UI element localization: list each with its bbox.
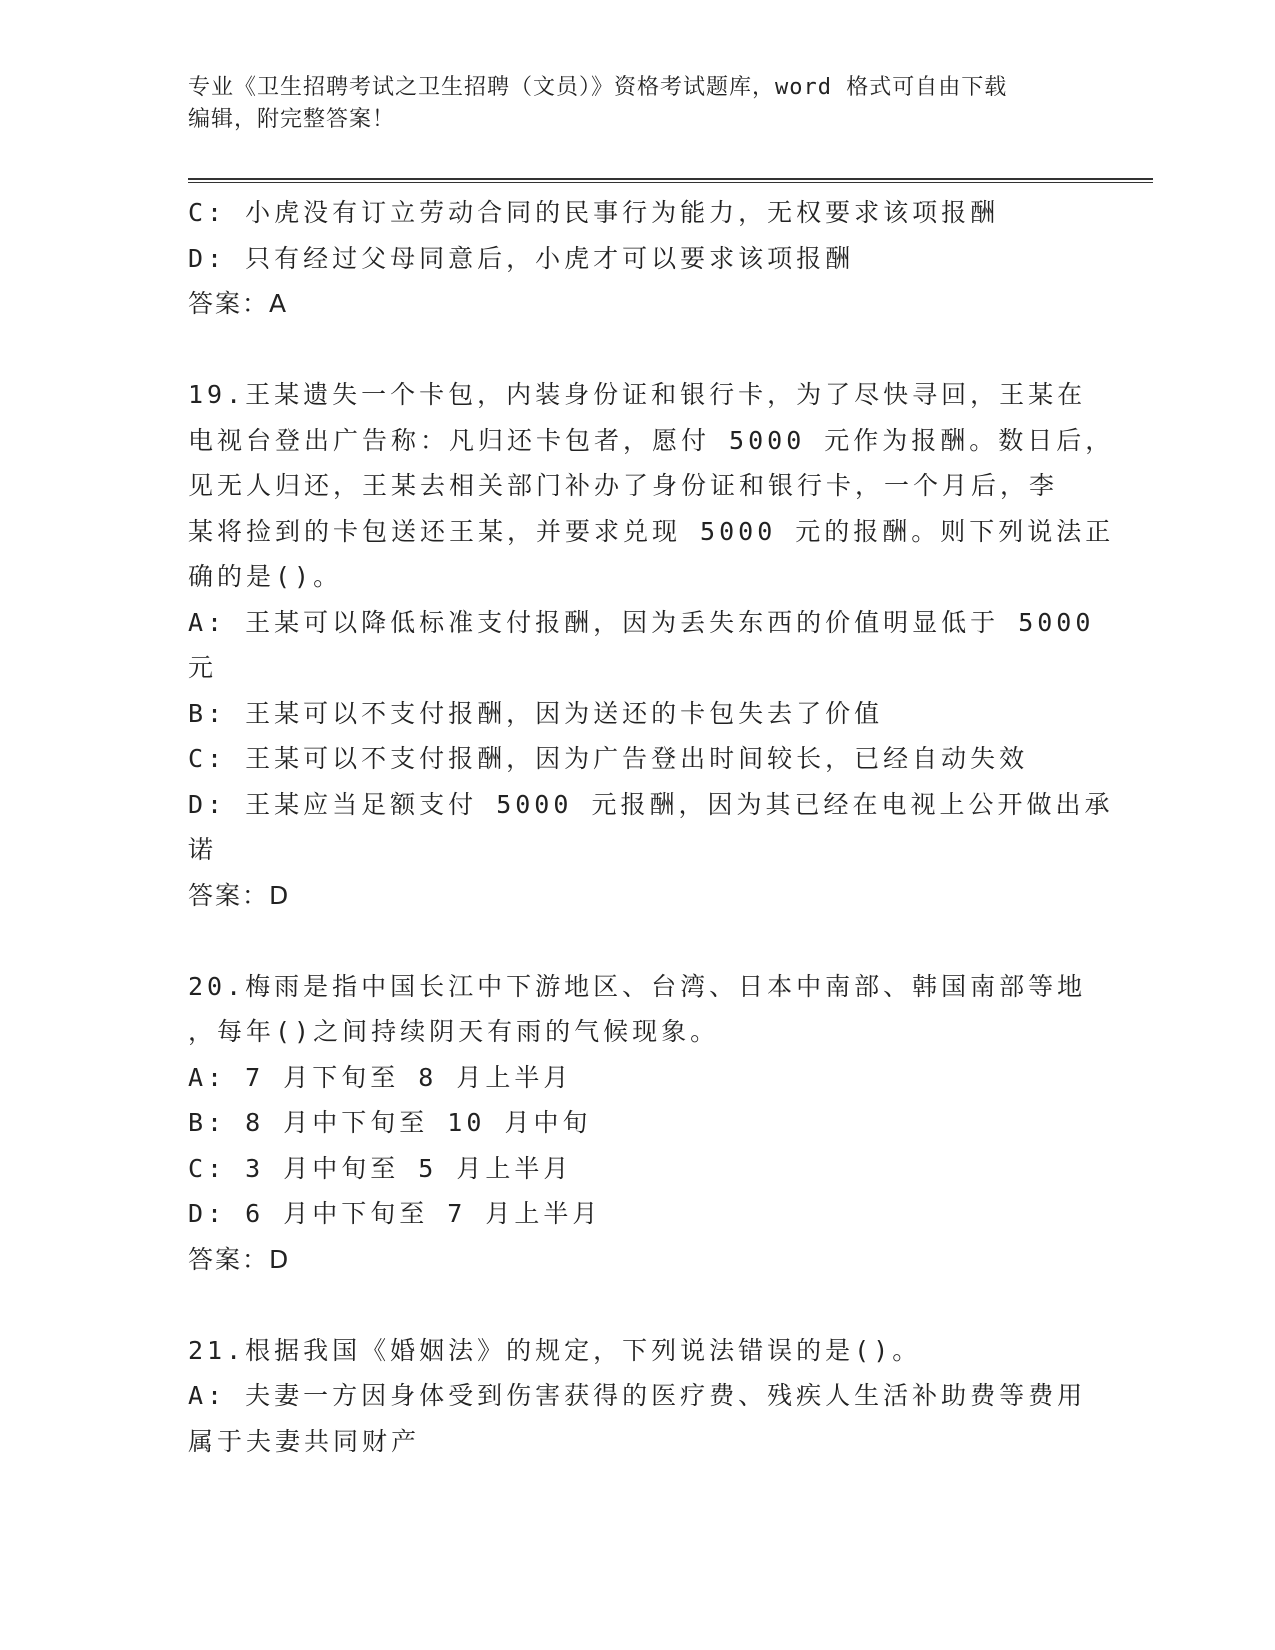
q20-option-b: B: 8 月中下旬至 10 月中旬	[188, 1108, 592, 1137]
spacer	[188, 1282, 1068, 1328]
q19-stem-line-3: 见无人归还，王某去相关部门补办了身份证和银行卡，一个月后，李	[188, 471, 1059, 500]
q21-option-a: A: 夫妻一方因身体受到伤害获得的医疗费、残疾人生活补助费等费用	[188, 1381, 1087, 1410]
q20-answer: 答案：D	[188, 1244, 291, 1274]
q18-answer: 答案：A	[188, 289, 289, 318]
question-content	[188, 190, 1115, 1464]
q19-answer: 答案：D	[188, 880, 291, 910]
q21-stem: 21.根据我国《婚姻法》的规定，下列说法错误的是()。	[188, 1335, 922, 1365]
q19-option-a: A: 王某可以降低标准支付报酬，因为丢失东西的价值明显低于 5000	[188, 607, 1095, 637]
spacer	[188, 327, 1068, 373]
q20-option-c: C: 3 月中旬至 5 月上半月	[188, 1153, 573, 1183]
q19-option-d: D: 王某应当足额支付 5000 元报酬，因为其已经在电视上公开做出承	[188, 789, 1114, 819]
q20-stem-line-1: 20.梅雨是指中国长江中下游地区、台湾、日本中南部、韩国南部等地	[188, 971, 1087, 1001]
q20-option-a: A: 7 月下旬至 8 月上半月	[188, 1062, 573, 1092]
q18-option-c: C: 小虎没有订立劳动合同的民事行为能力，无权要求该项报酬	[188, 198, 1000, 227]
document-page	[188, 0, 1148, 1650]
header-divider	[188, 178, 1153, 183]
q20-stem-line-2: ，每年()之间持续阴天有雨的气候现象。	[188, 1017, 720, 1046]
q19-stem-line-4: 某将捡到的卡包送还王某，并要求兑现 5000 元的报酬。则下列说法正	[188, 516, 1115, 546]
q19-stem-line-5: 确的是()。	[188, 562, 343, 591]
document-header	[188, 72, 1068, 136]
spacer	[188, 918, 1068, 964]
q19-option-b: B: 王某可以不支付报酬，因为送还的卡包失去了价值	[188, 698, 884, 728]
header-line-2: 编辑，附完整答案！	[188, 107, 396, 132]
q20-option-d: D: 6 月中下旬至 7 月上半月	[188, 1199, 602, 1228]
q19-option-a-cont: 元	[188, 653, 218, 682]
q19-stem-line-1: 19.王某遗失一个卡包，内装身份证和银行卡，为了尽快寻回，王某在	[188, 380, 1087, 409]
header-line-1: 专业《卫生招聘考试之卫生招聘（文员）》资格考试题库，word 格式可自由下载	[188, 75, 1008, 100]
q21-option-a-cont: 属于夫妻共同财产	[188, 1426, 421, 1456]
q19-option-d-cont: 诺	[188, 835, 218, 864]
q19-stem-line-2: 电视台登出广告称：凡归还卡包者，愿付 5000 元作为报酬。数日后，	[188, 425, 1115, 455]
q19-option-c: C: 王某可以不支付报酬，因为广告登出时间较长，已经自动失效	[188, 744, 1029, 773]
q18-option-d: D: 只有经过父母同意后，小虎才可以要求该项报酬	[188, 243, 855, 273]
